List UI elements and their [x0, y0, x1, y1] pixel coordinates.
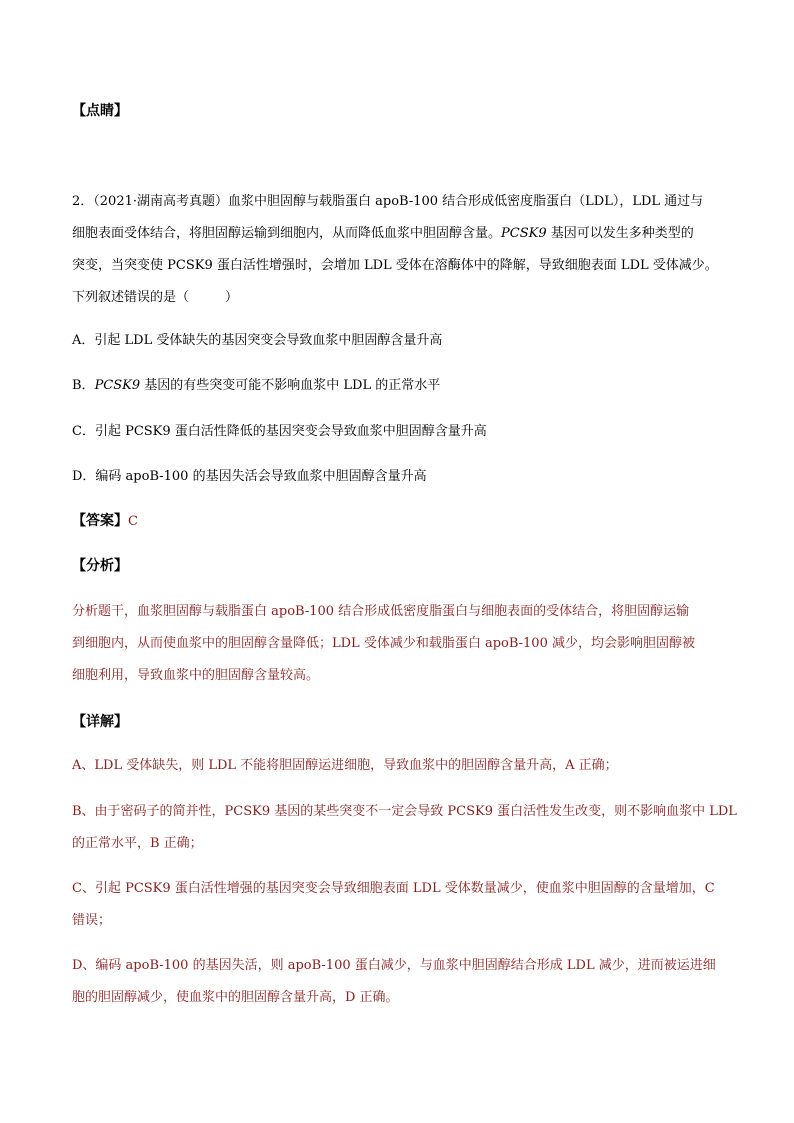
option-b: B．PCSK9 基因的有些突变可能不影响血浆中 LDL 的正常水平: [72, 378, 441, 393]
answer-heading: 【答案】: [72, 513, 128, 529]
detail-b: B、由于密码子的简并性，PCSK9 基因的某些突变不一定会导致 PCSK9 蛋白活性发生改变，则不影响血浆中 LDL 的正常水平，B 正确；: [72, 804, 737, 851]
question-line-1: 2．（2021·湖南高考真题）血浆中胆固醇与载脂蛋白 apoB-100 结合形成低密度脂蛋白（LDL），LDL 通过与: [72, 194, 704, 209]
detail-d: D、编码 apoB-100 的基因失活，则 apoB-100 蛋白减少，与血浆中胆固醇结合形成 LDL 减少，进而被运进细 胞的胆固醇减少，使血浆中的胆固醇含量升高，D 正确。: [72, 958, 716, 1005]
option-c: C．引起 PCSK9 蛋白活性降低的基因突变会导致血浆中胆固醇含量升高: [72, 424, 487, 439]
analysis-text: 分析题干，血浆胆固醇与载脂蛋白 apoB-100 结合形成低密度脂蛋白与细胞表面的受体结合，将胆固醇运输 到细胞内，从而使血浆中的胆固醇含量降低；LDL 受体减少和载脂蛋白 apoB-100 减少，均会影响胆固醇被 细胞利用，导致血浆中的胆固醇含量较高。: [72, 604, 695, 683]
option-d: D．编码 apoB-100 的基因失活会导致血浆中胆固醇含量升高: [72, 469, 427, 484]
analysis-section: [72, 550, 727, 582]
answer-value: C: [128, 514, 138, 529]
detail-c: C、引起 PCSK9 蛋白活性增强的基因突变会导致细胞表面 LDL 受体数量减少，使血浆中胆固醇的含量增加，C 错误；: [72, 881, 715, 928]
dianjing-heading: 【点睛】: [72, 103, 128, 119]
detail-a: A、LDL 受体缺失，则 LDL 不能将胆固醇运进细胞，导致血浆中的胆固醇含量升高，A 正确；: [72, 758, 618, 773]
detail-heading: 【详解】: [72, 714, 128, 730]
answer-section: [72, 505, 727, 537]
question-line-2: 细胞表面受体结合，将胆固醇运输到细胞内，从而降低血浆中胆固醇含量。PCSK9 基因可以发生多种类型的: [72, 226, 694, 241]
question-line-4: 下列叙述错误的是（ ）: [72, 290, 239, 305]
option-a: A．引起 LDL 受体缺失的基因突变会导致血浆中胆固醇含量升高: [72, 333, 443, 348]
detail-section: [72, 706, 727, 738]
analysis-heading: 【分析】: [72, 558, 128, 574]
question-stem: [72, 186, 727, 314]
question-line-3: 突变，当突变使 PCSK9 蛋白活性增强时，会增加 LDL 受体在溶酶体中的降解，导致细胞表面 LDL 受体减少。: [72, 258, 718, 273]
dianjing-section: [72, 95, 727, 127]
